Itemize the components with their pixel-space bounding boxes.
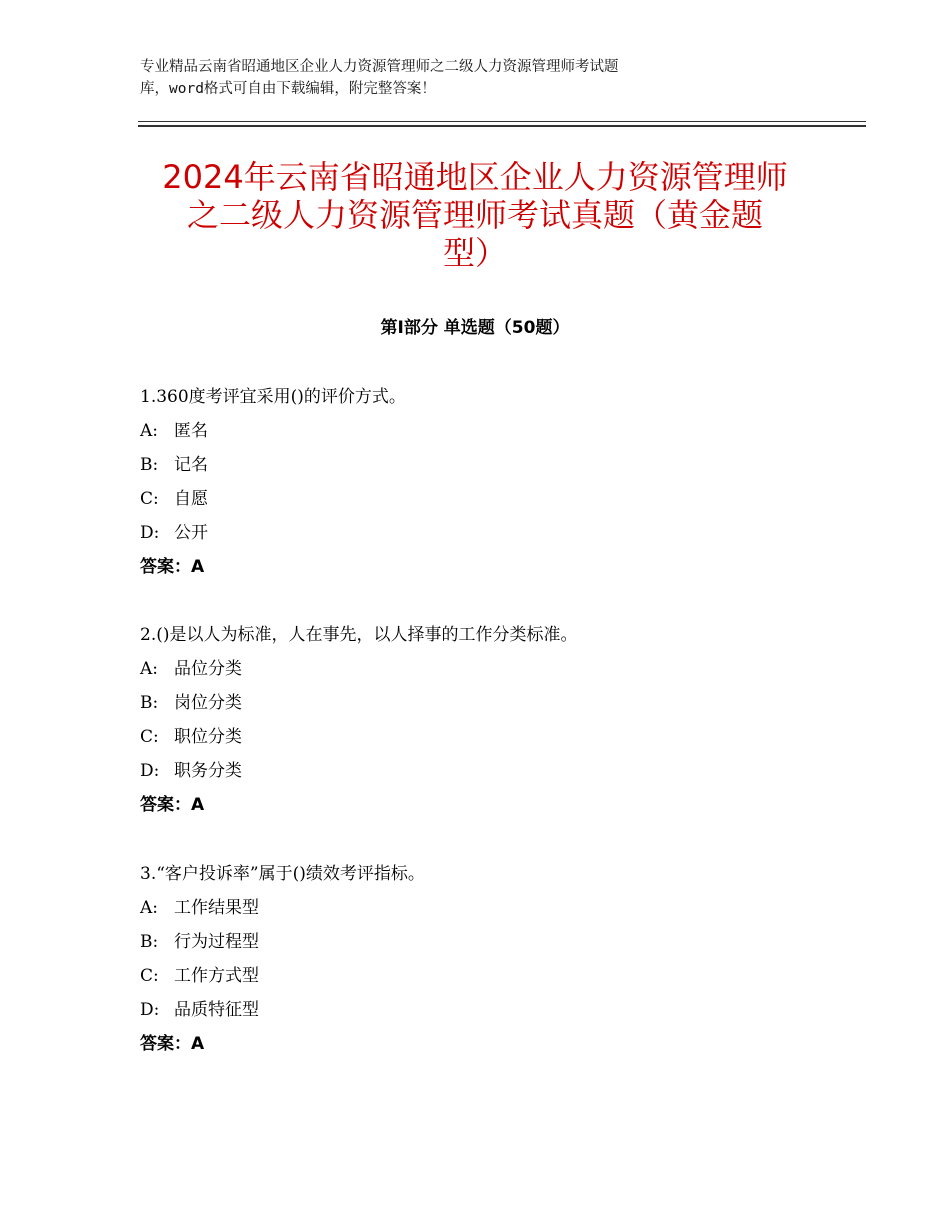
option-letter: D:	[140, 1000, 160, 1020]
option-d	[140, 516, 830, 550]
option-b	[140, 686, 830, 720]
option-c	[140, 959, 830, 993]
document-title-line-2: 之二级人力资源管理师考试真题（黄金题	[186, 196, 763, 234]
option-d	[140, 754, 830, 788]
option-letter: A:	[140, 421, 159, 441]
header-note-line-2: 库，word格式可自由下载编辑，附完整答案！	[140, 81, 436, 97]
option-letter: D:	[140, 761, 160, 781]
question-stem: 2.()是以人为标准，人在事先，以人择事的工作分类标准。	[140, 625, 578, 645]
document-title-line-1: 2024年云南省昭通地区企业人力资源管理师	[162, 158, 788, 196]
option-text: 品质特征型	[174, 1000, 259, 1020]
option-text: 工作方式型	[174, 966, 259, 986]
question-stem: 3.“客户投诉率”属于()绩效考评指标。	[140, 864, 425, 884]
option-a	[140, 414, 830, 448]
option-letter: B:	[140, 932, 159, 952]
option-letter: B:	[140, 693, 159, 713]
question-2	[140, 618, 830, 822]
option-text: 公开	[174, 523, 208, 543]
question-1	[140, 380, 830, 584]
option-text: 工作结果型	[174, 898, 259, 918]
header-divider-thick	[138, 125, 866, 127]
option-b	[140, 925, 830, 959]
section-title: 第Ⅰ部分 单选题（50题）	[380, 318, 570, 338]
document-title-line-3: 型）	[442, 234, 507, 272]
option-text: 匿名	[174, 421, 208, 441]
option-letter: C:	[140, 489, 159, 509]
header-note	[140, 56, 780, 100]
option-b	[140, 448, 830, 482]
option-letter: B:	[140, 455, 159, 475]
option-a	[140, 891, 830, 925]
question-stem: 1.360度考评宜采用()的评价方式。	[140, 387, 406, 407]
option-text: 职位分类	[174, 727, 242, 747]
answer: 答案：A	[140, 557, 205, 577]
answer: 答案：A	[140, 795, 205, 815]
option-c	[140, 482, 830, 516]
option-text: 职务分类	[174, 761, 242, 781]
answer: 答案：A	[140, 1034, 205, 1054]
header-divider-thin	[138, 121, 866, 122]
option-letter: A:	[140, 898, 159, 918]
option-letter: A:	[140, 659, 159, 679]
header-note-line-1: 专业精品云南省昭通地区企业人力资源管理师之二级人力资源管理师考试题	[140, 59, 619, 75]
option-c	[140, 720, 830, 754]
option-text: 行为过程型	[174, 932, 259, 952]
option-letter: C:	[140, 966, 159, 986]
option-d	[140, 993, 830, 1027]
option-text: 岗位分类	[174, 693, 242, 713]
option-a	[140, 652, 830, 686]
option-text: 品位分类	[174, 659, 242, 679]
option-letter: C:	[140, 727, 159, 747]
option-letter: D:	[140, 523, 160, 543]
option-text: 自愿	[174, 489, 208, 509]
option-text: 记名	[174, 455, 208, 475]
document-title	[140, 158, 810, 272]
question-3	[140, 857, 830, 1061]
